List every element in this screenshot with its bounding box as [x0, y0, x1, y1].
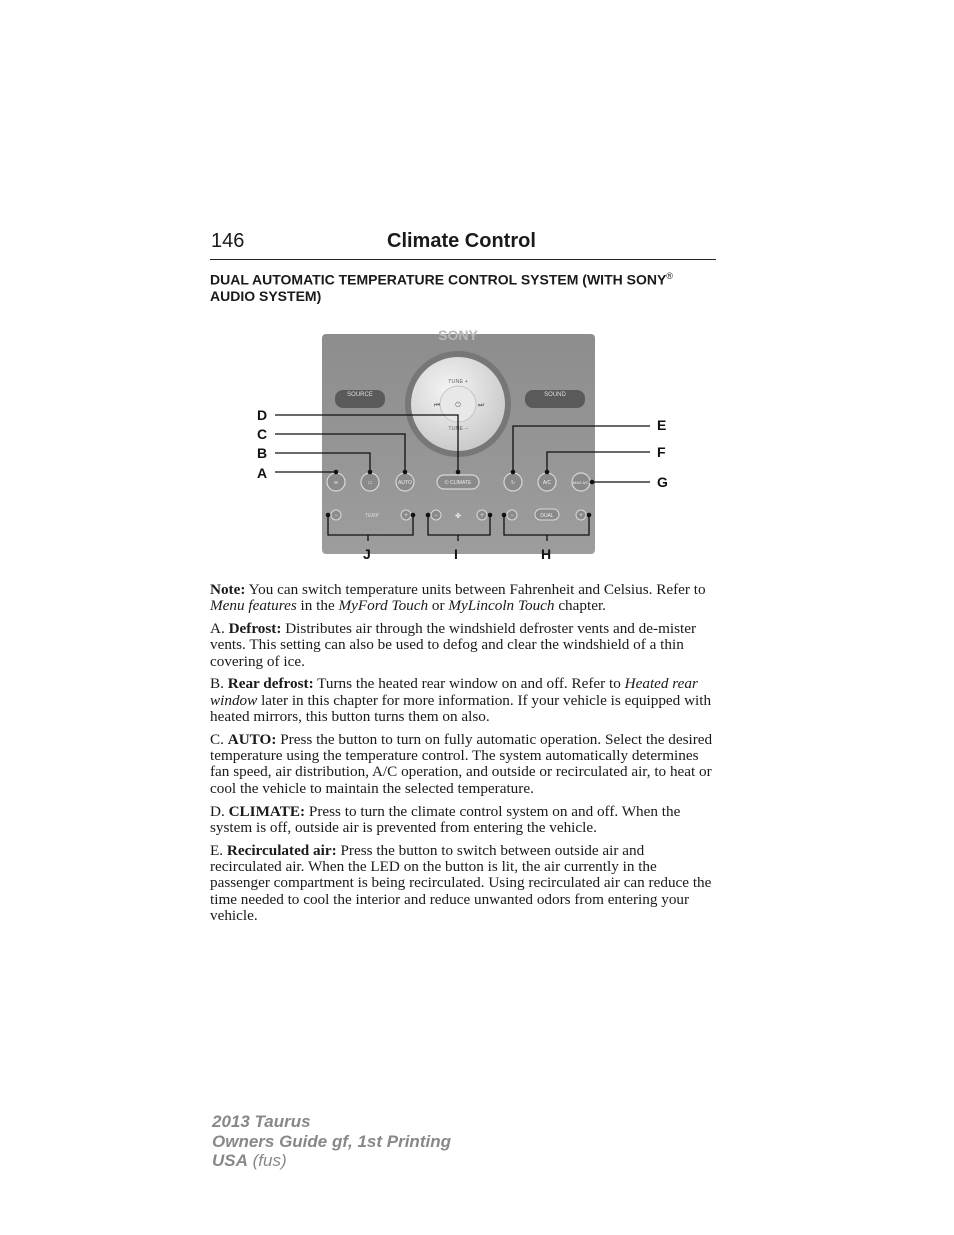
page-footer: 2013 Taurus Owners Guide gf, 1st Printing USA (fus)	[212, 1112, 451, 1170]
control-panel-figure	[250, 330, 680, 570]
fan-icon: ✤	[455, 513, 461, 520]
front-defrost-icon: ≋	[333, 480, 339, 486]
callout-label-g: G	[657, 474, 668, 490]
callout-label-e: E	[657, 417, 667, 433]
callout-label-c: C	[257, 426, 268, 442]
minus-icon: −	[334, 513, 338, 519]
svg-text:DUAL: DUAL	[540, 513, 554, 519]
svg-text:SOUND: SOUND	[544, 392, 566, 398]
svg-text:MAX A/C: MAX A/C	[572, 480, 590, 485]
svg-text:AUTO: AUTO	[398, 480, 412, 486]
minus-icon: −	[434, 513, 438, 519]
item-b-rear-defrost: B. Rear defrost: Turns the heated rear window on and off. Refer to Heated rear window later in this chapter for more information. If your vehicle is equipped with heated mirrors, this button turns them on also.	[210, 675, 712, 726]
item-d-climate: D. CLIMATE: Press to turn the climate control system on and off. When the system is off, outside air is prevented from entering the vehicle.	[210, 802, 681, 836]
page-number: 146	[211, 230, 245, 252]
next-track-icon: ⏭	[477, 402, 485, 409]
callout-label-a: A	[257, 465, 268, 481]
chapter-title: Climate Control	[387, 230, 536, 252]
panel-brand: SONY	[438, 330, 478, 343]
callout-label-j: J	[363, 546, 371, 562]
body-text	[210, 582, 718, 931]
previous-track-icon: ⏮	[433, 402, 441, 409]
callout-label-b: B	[257, 445, 268, 461]
svg-text:A/C: A/C	[542, 480, 552, 486]
recirculate-icon: ↻	[510, 480, 516, 486]
svg-text:TUNE +: TUNE +	[448, 379, 468, 385]
plus-icon: +	[579, 513, 583, 519]
note-paragraph: Note: You can switch temperature units between Fahrenheit and Celsius. Refer to Menu features in the MyFord Touch or MyLincoln Touch chapter.	[210, 581, 706, 615]
svg-text:TEMP: TEMP	[365, 513, 379, 519]
callout-label-h: H	[541, 546, 552, 562]
callout-label-i: I	[454, 546, 458, 562]
plus-icon: +	[480, 513, 484, 519]
plus-icon: +	[404, 513, 408, 519]
rear-defrost-icon: ▭	[367, 480, 373, 486]
power-icon: ⏻	[455, 402, 461, 409]
section-title: DUAL AUTOMATIC TEMPERATURE CONTROL SYSTEM (WITH SONY® AUDIO SYSTEM)	[210, 271, 673, 304]
svg-text:⏻ CLIMATE: ⏻ CLIMATE	[444, 480, 472, 486]
svg-text:TUNE –: TUNE –	[448, 426, 468, 432]
page-header	[210, 229, 716, 260]
control-panel-illustration	[250, 330, 680, 570]
callout-label-f: F	[657, 444, 666, 460]
svg-text:SOURCE: SOURCE	[347, 392, 373, 398]
item-a-defrost: A. Defrost: Distributes air through the windshield defroster vents and de-mister vents. This setting can also be used to defog and clear the windshield of a thin covering of ice.	[210, 620, 697, 670]
item-e-recirculated-air: E. Recirculated air: Press the button to switch between outside air and recirculated air. When the LED on the button is lit, the air currently in the passenger compartment is being recirculated. Using recirculated air can reduce the time needed to cool the interior and reduce unwanted odors from entering your vehicle.	[210, 841, 712, 924]
minus-icon: −	[510, 513, 514, 519]
callout-label-d: D	[257, 407, 268, 423]
item-c-auto: C. AUTO: Press the button to turn on fully automatic operation. Select the desired temperature using the temperature control. The system automatically determines fan speed, air distribution, A/C operation, and outside or recirculated air, to heat or cool the vehicle to maintain the selected temperature.	[210, 730, 713, 797]
